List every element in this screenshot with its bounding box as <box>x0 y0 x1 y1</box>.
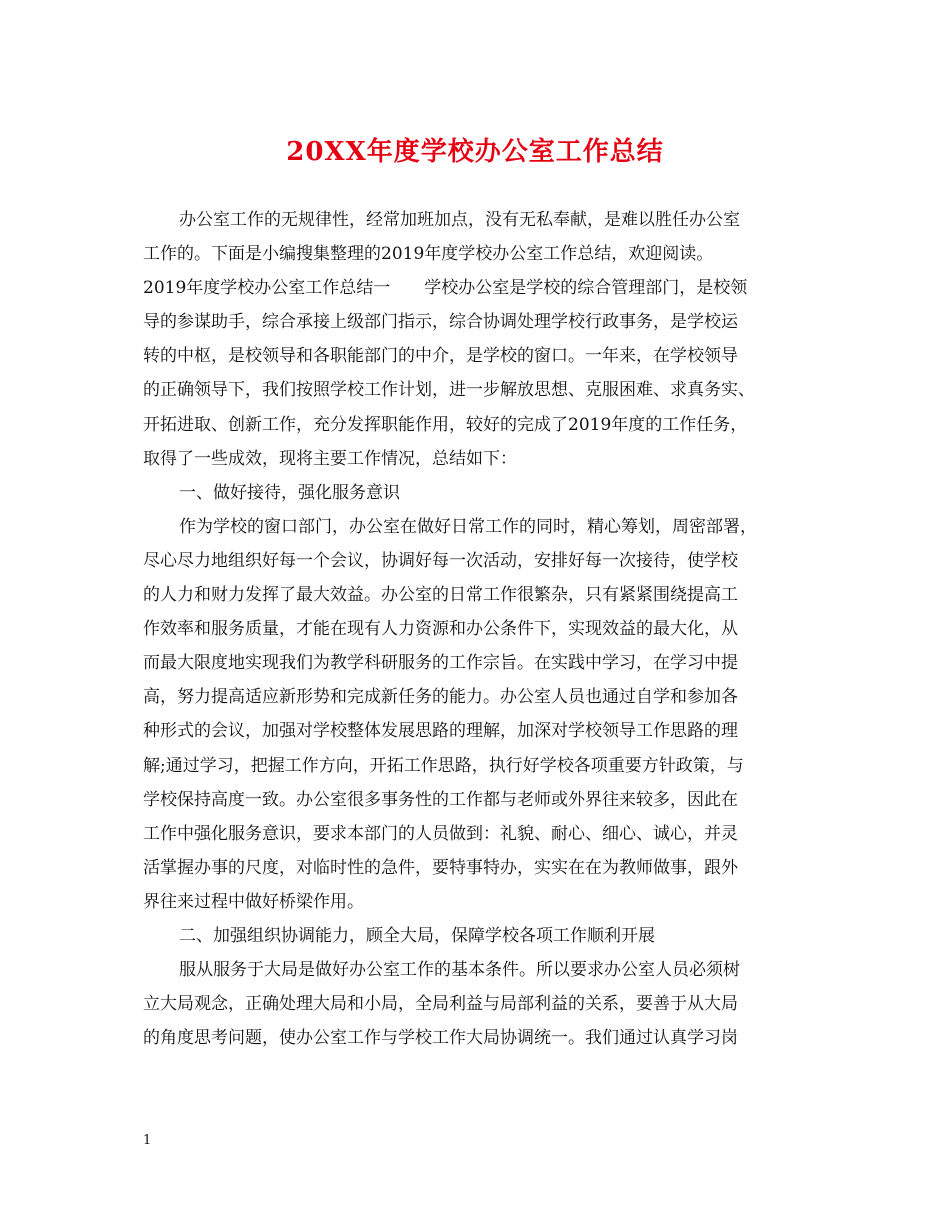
body-line: 的人力和财力发挥了最大效益。办公室的日常工作很繁杂，只有紧紧围绕提高工 <box>143 585 738 606</box>
section-heading: 二、加强组织协调能力，顾全大局，保障学校各项工作顺利开展 <box>179 925 655 946</box>
body-line: 作为学校的窗口部门，办公室在做好日常工作的同时，精心筹划，周密部署， <box>179 516 757 537</box>
body-line: 而最大限度地实现我们为教学科研服务的工作宗旨。在实践中学习，在学习中提 <box>143 653 738 674</box>
body-line: 导的参谋助手，综合承接上级部门指示，综合协调处理学校行政事务，是学校运 <box>143 312 738 333</box>
body-line: 取得了一些成效，现将主要工作情况，总结如下： <box>143 448 517 469</box>
body-line: 服从服务于大局是做好办公室工作的基本条件。所以要求办公室人员必须树 <box>179 960 740 981</box>
body-line: 尽心尽力地组织好每一个会议，协调好每一次活动，安排好每一次接待，使学校 <box>143 550 738 571</box>
body-line: 工作的。下面是小编搜集整理的2019年度学校办公室工作总结，欢迎阅读。 <box>143 244 714 265</box>
body-line: 种形式的会议，加强对学校整体发展思路的理解，加深对学校领导工作思路的理 <box>143 721 738 742</box>
body-line: 转的中枢，是校领导和各职能部门的中介，是学校的窗口。一年来，在学校领导 <box>143 346 738 367</box>
section-heading: 一、做好接待，强化服务意识 <box>179 482 400 503</box>
body-line: 界往来过程中做好桥梁作用。 <box>143 891 364 912</box>
body-line: 作效率和服务质量，才能在现有人力资源和办公条件下，实现效益的最大化，从 <box>143 619 738 640</box>
body-line: 办公室工作的无规律性，经常加班加点，没有无私奉献，是难以胜任办公室 <box>179 210 740 230</box>
body-line: 立大局观念，正确处理大局和小局，全局利益与局部利益的关系，要善于从大局 <box>143 994 738 1015</box>
document-body <box>143 203 813 1055</box>
body-line: 高，努力提高适应新形势和完成新任务的能力。办公室人员也通过自学和参加各 <box>143 687 738 708</box>
body-line: 学校保持高度一致。办公室很多事务性的工作都与老师或外界往来较多，因此在 <box>143 789 738 810</box>
body-line: 解;通过学习，把握工作方向，开拓工作思路，执行好学校各项重要方针政策，与 <box>143 755 744 776</box>
page-number: 1 <box>143 1133 152 1148</box>
body-line: 活掌握办事的尺度，对临时性的急件，要特事特办，实实在在为教师做事，跟外 <box>143 857 738 878</box>
body-line: 2019年度学校办公室工作总结一 学校办公室是学校的综合管理部门，是校领 <box>143 278 748 299</box>
body-line: 的角度思考问题，使办公室工作与学校工作大局协调统一。我们通过认真学习岗 <box>143 1028 738 1049</box>
body-line: 开拓进取、创新工作，充分发挥职能作用，较好的完成了2019年度的工作任务， <box>143 414 748 435</box>
body-line: 工作中强化服务意识，要求本部门的人员做到：礼貌、耐心、细心、诚心，并灵 <box>143 823 738 844</box>
document-title: 20XX年度学校办公室工作总结 <box>286 137 664 167</box>
body-line: 的正确领导下，我们按照学校工作计划，进一步解放思想、克服困难、求真务实、 <box>143 380 755 401</box>
